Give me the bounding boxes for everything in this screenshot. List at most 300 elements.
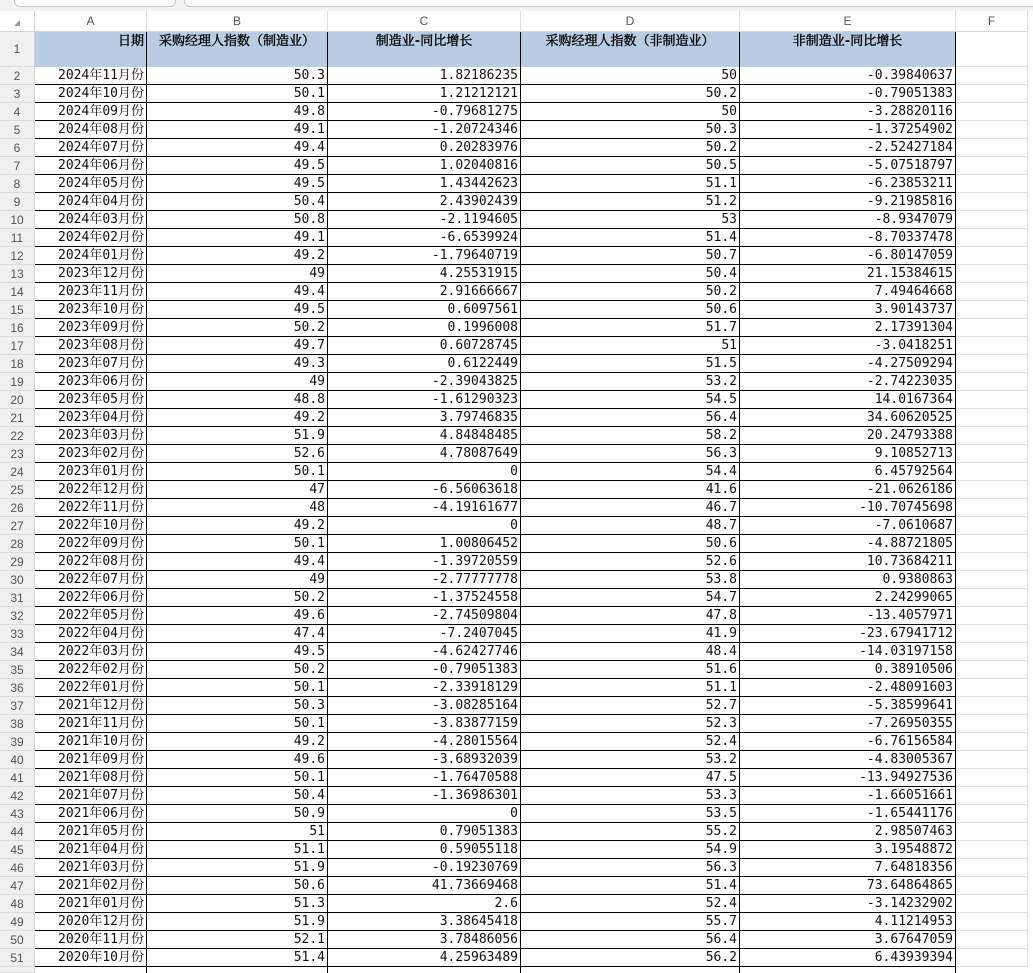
table-cell-b[interactable]: 48.8 (147, 391, 328, 409)
table-cell-b[interactable]: 50.3 (147, 67, 328, 85)
table-cell-c[interactable]: -1.79640719 (328, 247, 521, 265)
table-cell-b[interactable]: 49.6 (147, 751, 328, 769)
table-cell-e[interactable]: 3.67647059 (740, 931, 956, 949)
table-cell-d[interactable]: 56.2 (521, 949, 740, 967)
empty-cell-F[interactable] (956, 679, 1028, 697)
empty-cell-F[interactable] (956, 499, 1028, 517)
table-cell-c[interactable]: -0.79681275 (328, 103, 521, 121)
empty-cell-F[interactable] (956, 337, 1028, 355)
empty-cell-F[interactable] (956, 373, 1028, 391)
row-header[interactable]: 8 (0, 175, 35, 193)
table-cell-date[interactable]: 2023年03月份 (35, 427, 147, 445)
row-header[interactable]: 29 (0, 553, 35, 571)
table-cell-e[interactable]: -5.07518797 (740, 157, 956, 175)
table-cell-c[interactable]: -1.36986301 (328, 787, 521, 805)
table-cell-e[interactable]: 7.49464668 (740, 283, 956, 301)
empty-cell-F[interactable] (956, 193, 1028, 211)
header-cell-nonmfg-pmi[interactable]: 采购经理人指数（非制造业） (521, 32, 740, 67)
table-cell-e[interactable]: -3.0418251 (740, 337, 956, 355)
table-cell-d[interactable]: 50.2 (521, 139, 740, 157)
row-header[interactable]: 26 (0, 499, 35, 517)
table-cell-c[interactable]: 0.60728745 (328, 337, 521, 355)
table-cell-date[interactable]: 2020年10月份 (35, 949, 147, 967)
table-cell-e[interactable]: 6.43939394 (740, 949, 956, 967)
row-header[interactable]: 4 (0, 103, 35, 121)
table-cell-e[interactable]: -7.0610687 (740, 517, 956, 535)
table-cell-date[interactable]: 2020年12月份 (35, 913, 147, 931)
table-cell-d[interactable]: 41.9 (521, 625, 740, 643)
table-cell-e[interactable]: 20.24793388 (740, 427, 956, 445)
table-cell-d[interactable]: 56.4 (521, 409, 740, 427)
table-cell-d[interactable]: 54.7 (521, 589, 740, 607)
row-header[interactable]: 1 (0, 32, 35, 67)
row-header[interactable]: 38 (0, 715, 35, 733)
table-cell-d[interactable]: 50.3 (521, 121, 740, 139)
table-cell-d[interactable]: 50.7 (521, 247, 740, 265)
table-cell-date[interactable]: 2022年03月份 (35, 643, 147, 661)
column-header-a[interactable]: A (35, 11, 147, 32)
table-cell-b[interactable]: 49.3 (147, 355, 328, 373)
table-cell-b[interactable]: 50.4 (147, 787, 328, 805)
table-cell-c[interactable]: -6.6539924 (328, 229, 521, 247)
table-cell-c[interactable]: 1.43442623 (328, 175, 521, 193)
table-cell-d[interactable]: 55.7 (521, 913, 740, 931)
table-cell-c[interactable]: 0.20283976 (328, 139, 521, 157)
row-header[interactable]: 34 (0, 643, 35, 661)
table-cell-e[interactable]: -4.88721805 (740, 535, 956, 553)
empty-cell-F[interactable] (956, 949, 1028, 967)
partial-cell[interactable] (147, 967, 328, 973)
table-cell-date[interactable]: 2022年02月份 (35, 661, 147, 679)
table-cell-e[interactable]: 2.17391304 (740, 319, 956, 337)
row-header[interactable]: 37 (0, 697, 35, 715)
empty-cell-F[interactable] (956, 355, 1028, 373)
table-cell-d[interactable]: 41.6 (521, 481, 740, 499)
empty-cell-F[interactable] (956, 553, 1028, 571)
table-cell-c[interactable]: 4.78087649 (328, 445, 521, 463)
name-box[interactable] (14, 0, 176, 7)
table-cell-d[interactable]: 53.2 (521, 373, 740, 391)
table-cell-b[interactable]: 49.1 (147, 121, 328, 139)
table-cell-e[interactable]: 7.64818356 (740, 859, 956, 877)
row-header[interactable]: 51 (0, 949, 35, 967)
table-cell-b[interactable]: 49.8 (147, 103, 328, 121)
table-cell-date[interactable]: 2022年06月份 (35, 589, 147, 607)
row-header[interactable]: 25 (0, 481, 35, 499)
table-cell-b[interactable]: 49.2 (147, 733, 328, 751)
table-cell-date[interactable]: 2021年07月份 (35, 787, 147, 805)
table-cell-date[interactable]: 2022年07月份 (35, 571, 147, 589)
table-cell-e[interactable]: -23.67941712 (740, 625, 956, 643)
table-cell-e[interactable]: -5.38599641 (740, 697, 956, 715)
row-header[interactable]: 16 (0, 319, 35, 337)
table-cell-c[interactable]: -2.74509804 (328, 607, 521, 625)
table-cell-date[interactable]: 2024年01月份 (35, 247, 147, 265)
row-header[interactable]: 14 (0, 283, 35, 301)
row-header[interactable]: 32 (0, 607, 35, 625)
table-cell-c[interactable]: 0.79051383 (328, 823, 521, 841)
table-cell-d[interactable]: 50.6 (521, 301, 740, 319)
table-cell-date[interactable]: 2021年09月份 (35, 751, 147, 769)
table-cell-date[interactable]: 2023年06月份 (35, 373, 147, 391)
table-cell-date[interactable]: 2023年12月份 (35, 265, 147, 283)
column-header-b[interactable]: B (147, 11, 328, 32)
row-header[interactable]: 44 (0, 823, 35, 841)
partial-cell[interactable] (35, 967, 147, 973)
table-cell-date[interactable]: 2021年02月份 (35, 877, 147, 895)
table-cell-c[interactable]: -4.62427746 (328, 643, 521, 661)
table-cell-b[interactable]: 49.4 (147, 553, 328, 571)
table-cell-b[interactable]: 50.9 (147, 805, 328, 823)
row-header[interactable]: 9 (0, 193, 35, 211)
table-cell-date[interactable]: 2024年09月份 (35, 103, 147, 121)
table-cell-date[interactable]: 2023年04月份 (35, 409, 147, 427)
empty-cell-F[interactable] (956, 769, 1028, 787)
table-cell-date[interactable]: 2024年08月份 (35, 121, 147, 139)
empty-cell-F[interactable] (956, 733, 1028, 751)
table-cell-b[interactable]: 49.7 (147, 337, 328, 355)
table-cell-c[interactable]: -1.76470588 (328, 769, 521, 787)
table-cell-date[interactable]: 2021年11月份 (35, 715, 147, 733)
empty-cell-F[interactable] (956, 67, 1028, 85)
row-header[interactable]: 35 (0, 661, 35, 679)
row-header-partial[interactable] (0, 967, 35, 973)
row-header[interactable]: 19 (0, 373, 35, 391)
table-cell-c[interactable]: 4.25963489 (328, 949, 521, 967)
table-cell-b[interactable]: 47.4 (147, 625, 328, 643)
table-cell-d[interactable]: 46.7 (521, 499, 740, 517)
table-cell-c[interactable]: -4.28015564 (328, 733, 521, 751)
table-cell-e[interactable]: 6.45792564 (740, 463, 956, 481)
table-cell-e[interactable]: -6.76156584 (740, 733, 956, 751)
table-cell-d[interactable]: 50 (521, 67, 740, 85)
table-cell-date[interactable]: 2023年11月份 (35, 283, 147, 301)
empty-cell-F[interactable] (956, 931, 1028, 949)
empty-cell-F[interactable] (956, 427, 1028, 445)
table-cell-b[interactable]: 49.1 (147, 229, 328, 247)
table-cell-b[interactable]: 50.1 (147, 85, 328, 103)
row-header[interactable]: 31 (0, 589, 35, 607)
partial-cell[interactable] (740, 967, 956, 973)
table-cell-c[interactable]: -2.77777778 (328, 571, 521, 589)
table-cell-d[interactable]: 50 (521, 103, 740, 121)
table-cell-c[interactable]: -3.68932039 (328, 751, 521, 769)
empty-cell-F[interactable] (956, 211, 1028, 229)
table-cell-date[interactable]: 2021年06月份 (35, 805, 147, 823)
empty-cell-F[interactable] (956, 913, 1028, 931)
table-cell-e[interactable]: -4.27509294 (740, 355, 956, 373)
table-cell-e[interactable]: -21.0626186 (740, 481, 956, 499)
table-cell-e[interactable]: 14.0167364 (740, 391, 956, 409)
header-cell-mfg-pmi[interactable]: 采购经理人指数（制造业） (147, 32, 328, 67)
empty-cell-F[interactable] (956, 265, 1028, 283)
table-cell-b[interactable]: 51 (147, 823, 328, 841)
empty-cell-F[interactable] (956, 535, 1028, 553)
empty-cell-F[interactable] (956, 697, 1028, 715)
table-cell-d[interactable]: 51.1 (521, 175, 740, 193)
empty-cell-F[interactable] (956, 319, 1028, 337)
table-cell-c[interactable]: -1.20724346 (328, 121, 521, 139)
partial-cell[interactable] (328, 967, 521, 973)
table-cell-d[interactable]: 50.2 (521, 85, 740, 103)
partial-cell[interactable] (521, 967, 740, 973)
table-cell-e[interactable]: -1.66051661 (740, 787, 956, 805)
table-cell-date[interactable]: 2024年07月份 (35, 139, 147, 157)
table-cell-c[interactable]: -1.39720559 (328, 553, 521, 571)
empty-cell-F[interactable] (956, 643, 1028, 661)
row-header[interactable]: 21 (0, 409, 35, 427)
table-cell-c[interactable]: 3.79746835 (328, 409, 521, 427)
table-cell-b[interactable]: 48 (147, 499, 328, 517)
empty-cell-F[interactable] (956, 247, 1028, 265)
table-cell-c[interactable]: 0 (328, 805, 521, 823)
table-cell-e[interactable]: -3.14232902 (740, 895, 956, 913)
table-cell-b[interactable]: 51.9 (147, 859, 328, 877)
table-cell-d[interactable]: 52.4 (521, 895, 740, 913)
table-cell-d[interactable]: 50.4 (521, 265, 740, 283)
table-cell-c[interactable]: 2.6 (328, 895, 521, 913)
row-header[interactable]: 49 (0, 913, 35, 931)
table-cell-e[interactable]: -6.23853211 (740, 175, 956, 193)
select-all-button[interactable] (0, 11, 35, 32)
table-cell-e[interactable]: -9.21985816 (740, 193, 956, 211)
row-header[interactable]: 23 (0, 445, 35, 463)
empty-cell-F[interactable] (956, 481, 1028, 499)
empty-cell-F[interactable] (956, 607, 1028, 625)
header-cell-mfg-yoy[interactable]: 制造业-同比增长 (328, 32, 521, 67)
table-cell-d[interactable]: 50.2 (521, 283, 740, 301)
table-cell-b[interactable]: 49.2 (147, 247, 328, 265)
empty-cell-F[interactable] (956, 517, 1028, 535)
column-header-f[interactable]: F (956, 11, 1028, 32)
table-cell-b[interactable]: 50.4 (147, 193, 328, 211)
table-cell-b[interactable]: 50.3 (147, 697, 328, 715)
table-cell-d[interactable]: 52.6 (521, 553, 740, 571)
table-cell-b[interactable]: 50.1 (147, 715, 328, 733)
row-header[interactable]: 24 (0, 463, 35, 481)
table-cell-b[interactable]: 51.1 (147, 841, 328, 859)
table-cell-d[interactable]: 48.4 (521, 643, 740, 661)
table-cell-c[interactable]: -3.08285164 (328, 697, 521, 715)
table-cell-date[interactable]: 2024年06月份 (35, 157, 147, 175)
table-cell-c[interactable]: -1.37524558 (328, 589, 521, 607)
table-cell-b[interactable]: 49.5 (147, 301, 328, 319)
table-cell-d[interactable]: 51 (521, 337, 740, 355)
table-cell-e[interactable]: 2.98507463 (740, 823, 956, 841)
table-cell-e[interactable]: -0.79051383 (740, 85, 956, 103)
table-cell-c[interactable]: 4.84848485 (328, 427, 521, 445)
table-cell-date[interactable]: 2022年12月份 (35, 481, 147, 499)
empty-cell-F[interactable] (956, 229, 1028, 247)
empty-cell-F[interactable] (956, 877, 1028, 895)
empty-cell-F[interactable] (956, 859, 1028, 877)
table-cell-d[interactable]: 53 (521, 211, 740, 229)
empty-cell-F[interactable] (956, 445, 1028, 463)
empty-cell-F[interactable] (956, 661, 1028, 679)
table-cell-b[interactable]: 50.2 (147, 661, 328, 679)
table-cell-d[interactable]: 53.8 (521, 571, 740, 589)
table-cell-d[interactable]: 52.7 (521, 697, 740, 715)
row-header[interactable]: 7 (0, 157, 35, 175)
column-header-d[interactable]: D (521, 11, 740, 32)
table-cell-date[interactable]: 2024年02月份 (35, 229, 147, 247)
table-cell-d[interactable]: 53.3 (521, 787, 740, 805)
table-cell-c[interactable]: -2.1194605 (328, 211, 521, 229)
table-cell-b[interactable]: 52.1 (147, 931, 328, 949)
table-cell-e[interactable]: -1.65441176 (740, 805, 956, 823)
table-cell-c[interactable]: -7.2407045 (328, 625, 521, 643)
table-cell-d[interactable]: 52.4 (521, 733, 740, 751)
row-header[interactable]: 36 (0, 679, 35, 697)
table-cell-c[interactable]: 0 (328, 463, 521, 481)
table-cell-b[interactable]: 49.4 (147, 139, 328, 157)
row-header[interactable]: 42 (0, 787, 35, 805)
table-cell-date[interactable]: 2021年12月份 (35, 697, 147, 715)
row-header[interactable]: 3 (0, 85, 35, 103)
row-header[interactable]: 30 (0, 571, 35, 589)
row-header[interactable]: 27 (0, 517, 35, 535)
table-cell-b[interactable]: 51.9 (147, 427, 328, 445)
empty-cell-F[interactable] (956, 283, 1028, 301)
empty-cell-F[interactable] (956, 625, 1028, 643)
table-cell-date[interactable]: 2023年02月份 (35, 445, 147, 463)
table-cell-date[interactable]: 2022年08月份 (35, 553, 147, 571)
table-cell-c[interactable]: 0.6097561 (328, 301, 521, 319)
table-cell-d[interactable]: 55.2 (521, 823, 740, 841)
table-cell-date[interactable]: 2023年05月份 (35, 391, 147, 409)
table-cell-date[interactable]: 2021年03月份 (35, 859, 147, 877)
table-cell-b[interactable]: 49.5 (147, 175, 328, 193)
table-cell-e[interactable]: 0.9380863 (740, 571, 956, 589)
table-cell-b[interactable]: 52.6 (147, 445, 328, 463)
table-cell-date[interactable]: 2021年01月份 (35, 895, 147, 913)
table-cell-c[interactable]: 0.1996008 (328, 319, 521, 337)
table-cell-c[interactable]: 4.25531915 (328, 265, 521, 283)
table-cell-d[interactable]: 51.5 (521, 355, 740, 373)
table-cell-c[interactable]: 0.59055118 (328, 841, 521, 859)
row-header[interactable]: 45 (0, 841, 35, 859)
empty-cell-F[interactable] (956, 895, 1028, 913)
row-header[interactable]: 2 (0, 67, 35, 85)
table-cell-c[interactable]: 1.21212121 (328, 85, 521, 103)
table-cell-e[interactable]: -2.52427184 (740, 139, 956, 157)
row-header[interactable]: 43 (0, 805, 35, 823)
row-header[interactable]: 50 (0, 931, 35, 949)
empty-cell-F[interactable] (956, 751, 1028, 769)
table-cell-d[interactable]: 48.7 (521, 517, 740, 535)
column-header-e[interactable]: E (740, 11, 956, 32)
table-cell-c[interactable]: 1.00806452 (328, 535, 521, 553)
table-cell-e[interactable]: -2.48091603 (740, 679, 956, 697)
table-cell-e[interactable]: 34.60620525 (740, 409, 956, 427)
empty-cell-F[interactable] (956, 85, 1028, 103)
table-cell-e[interactable]: 21.15384615 (740, 265, 956, 283)
table-cell-d[interactable]: 50.5 (521, 157, 740, 175)
table-cell-b[interactable]: 49 (147, 265, 328, 283)
table-cell-c[interactable]: 2.43902439 (328, 193, 521, 211)
table-cell-date[interactable]: 2022年09月份 (35, 535, 147, 553)
row-header[interactable]: 22 (0, 427, 35, 445)
table-cell-e[interactable]: -6.80147059 (740, 247, 956, 265)
table-cell-b[interactable]: 51.4 (147, 949, 328, 967)
table-cell-c[interactable]: -0.19230769 (328, 859, 521, 877)
table-cell-c[interactable]: -2.33918129 (328, 679, 521, 697)
empty-cell-F[interactable] (956, 391, 1028, 409)
table-cell-d[interactable]: 54.4 (521, 463, 740, 481)
row-header[interactable]: 11 (0, 229, 35, 247)
row-header[interactable]: 46 (0, 859, 35, 877)
table-cell-b[interactable]: 50.6 (147, 877, 328, 895)
table-cell-d[interactable]: 52.3 (521, 715, 740, 733)
table-cell-c[interactable]: 1.02040816 (328, 157, 521, 175)
table-cell-b[interactable]: 49.2 (147, 409, 328, 427)
table-cell-e[interactable]: 10.73684211 (740, 553, 956, 571)
empty-cell-F[interactable] (956, 157, 1028, 175)
table-cell-date[interactable]: 2020年11月份 (35, 931, 147, 949)
table-cell-b[interactable]: 50.1 (147, 769, 328, 787)
table-cell-d[interactable]: 50.6 (521, 535, 740, 553)
table-cell-e[interactable]: -8.9347079 (740, 211, 956, 229)
table-cell-date[interactable]: 2021年10月份 (35, 733, 147, 751)
table-cell-e[interactable]: 2.24299065 (740, 589, 956, 607)
table-cell-c[interactable]: -1.61290323 (328, 391, 521, 409)
table-cell-d[interactable]: 51.2 (521, 193, 740, 211)
table-cell-b[interactable]: 50.2 (147, 319, 328, 337)
table-cell-c[interactable]: -6.56063618 (328, 481, 521, 499)
row-header[interactable]: 41 (0, 769, 35, 787)
table-cell-date[interactable]: 2024年04月份 (35, 193, 147, 211)
table-cell-c[interactable]: -2.39043825 (328, 373, 521, 391)
row-header[interactable]: 15 (0, 301, 35, 319)
table-cell-date[interactable]: 2021年05月份 (35, 823, 147, 841)
row-header[interactable]: 6 (0, 139, 35, 157)
empty-cell-F[interactable] (956, 139, 1028, 157)
table-cell-e[interactable]: -0.39840637 (740, 67, 956, 85)
table-cell-c[interactable]: 41.73669468 (328, 877, 521, 895)
column-header-c[interactable]: C (328, 11, 521, 32)
row-header[interactable]: 39 (0, 733, 35, 751)
table-cell-d[interactable]: 56.3 (521, 445, 740, 463)
row-header[interactable]: 33 (0, 625, 35, 643)
table-cell-date[interactable]: 2024年03月份 (35, 211, 147, 229)
table-cell-b[interactable]: 49.4 (147, 283, 328, 301)
table-cell-date[interactable]: 2022年04月份 (35, 625, 147, 643)
table-cell-b[interactable]: 50.2 (147, 589, 328, 607)
table-cell-date[interactable]: 2024年05月份 (35, 175, 147, 193)
empty-cell-F[interactable] (956, 463, 1028, 481)
table-cell-date[interactable]: 2021年04月份 (35, 841, 147, 859)
row-header[interactable]: 28 (0, 535, 35, 553)
row-header[interactable]: 17 (0, 337, 35, 355)
table-cell-b[interactable]: 50.1 (147, 535, 328, 553)
table-cell-b[interactable]: 50.1 (147, 463, 328, 481)
empty-cell-F[interactable] (956, 823, 1028, 841)
table-cell-b[interactable]: 49 (147, 373, 328, 391)
table-cell-b[interactable]: 49.6 (147, 607, 328, 625)
table-cell-d[interactable]: 51.1 (521, 679, 740, 697)
row-header[interactable]: 47 (0, 877, 35, 895)
empty-cell-F[interactable] (956, 175, 1028, 193)
formula-bar[interactable] (184, 0, 1033, 7)
table-cell-d[interactable]: 58.2 (521, 427, 740, 445)
table-cell-date[interactable]: 2023年10月份 (35, 301, 147, 319)
row-header[interactable]: 48 (0, 895, 35, 913)
table-cell-c[interactable]: -3.83877159 (328, 715, 521, 733)
table-cell-c[interactable]: 2.91666667 (328, 283, 521, 301)
table-cell-d[interactable]: 51.4 (521, 877, 740, 895)
table-cell-b[interactable]: 49.5 (147, 157, 328, 175)
header-cell-nonmfg-yoy[interactable]: 非制造业-同比增长 (740, 32, 956, 67)
